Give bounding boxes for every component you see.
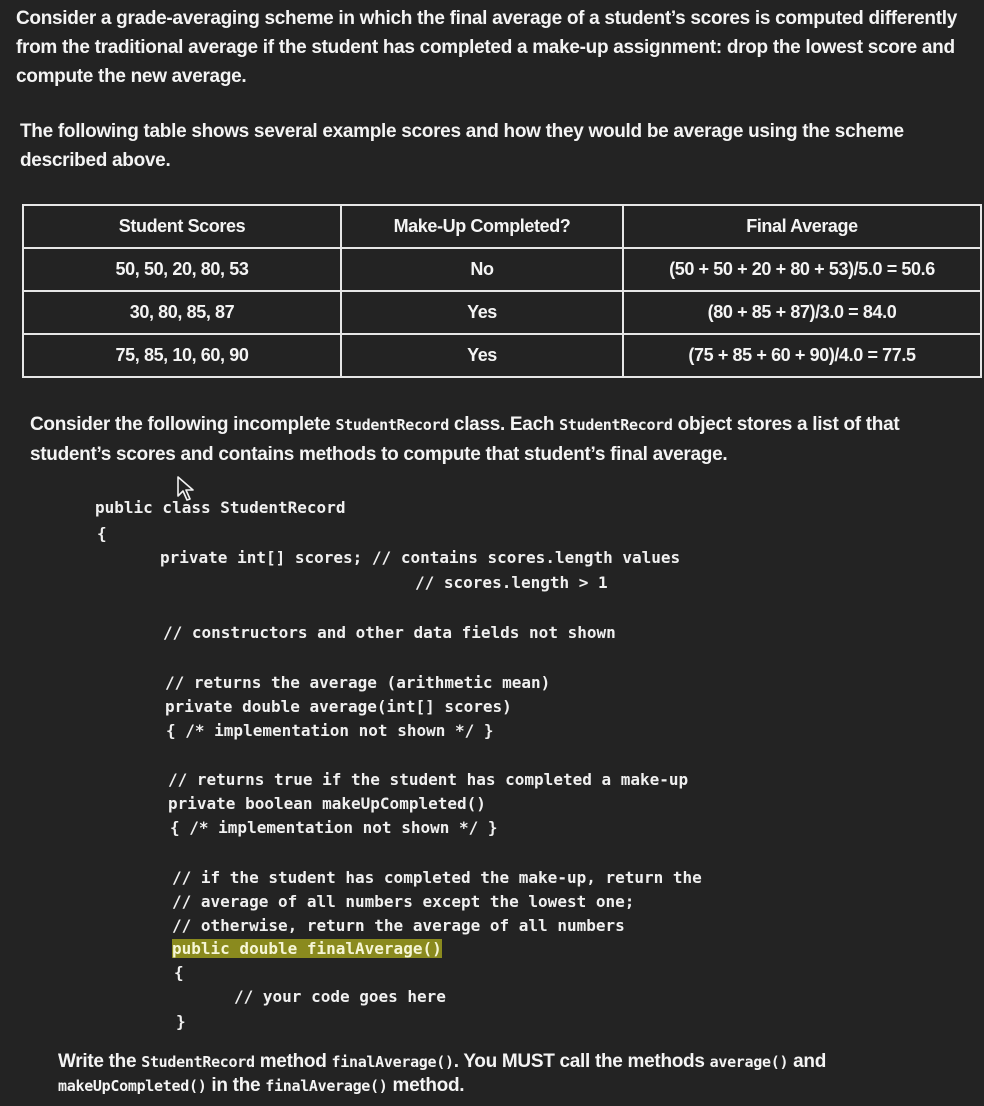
task-text: in the [206,1075,266,1096]
header-student-scores: Student Scores [23,205,341,248]
code-line-open-brace: { [97,524,107,543]
cell-average: (50 + 50 + 20 + 80 + 53)/5.0 = 50.6 [623,248,981,291]
method-name-inline: average() [709,1053,789,1071]
code-line-final-signature [172,937,442,961]
code-line-your-code-comment: // your code goes here [234,987,446,1006]
table-header-row [23,205,981,248]
highlighted-method-signature: public double finalAverage() [172,939,442,958]
task-paragraph [58,1050,978,1098]
task-text: . You MUST call the methods [453,1051,710,1072]
method-name-inline: finalAverage() [265,1077,388,1095]
code-line-makeup-body: { /* implementation not shown */ } [170,818,498,837]
cell-scores: 75, 85, 10, 60, 90 [23,334,341,377]
code-line-scores-comment: // scores.length > 1 [415,573,608,592]
intro-paragraph-2: The following table shows several example scores and how they would be average using the scheme described above. [20,121,904,171]
task-text: Write the [58,1051,142,1072]
code-line-average-body: { /* implementation not shown */ } [166,721,494,740]
code-line-constructors-comment: // constructors and other data fields not shown [163,623,616,642]
class-name-inline: StudentRecord [335,416,449,434]
table-row [23,291,981,334]
task-text: and [788,1051,827,1072]
cell-makeup: Yes [341,291,623,334]
cell-scores: 30, 80, 85, 87 [23,291,341,334]
class-intro-text: object stores a list of that student’s scores and contains methods to compute that student’s final average. [30,414,900,465]
code-line-final-comment-2: // average of all numbers except the lowest one; [172,892,635,911]
code-line-average-comment: // returns the average (arithmetic mean) [165,673,551,692]
code-line-final-close-brace: } [176,1012,186,1031]
mouse-pointer-icon [176,476,198,502]
class-intro-paragraph [30,410,980,469]
class-intro-text: Consider the following incomplete [30,414,336,435]
task-text: method [254,1051,332,1072]
header-final-average: Final Average [623,205,981,248]
cell-average: (75 + 85 + 60 + 90)/4.0 = 77.5 [623,334,981,377]
task-text: method. [387,1075,465,1096]
cell-scores: 50, 50, 20, 80, 53 [23,248,341,291]
table-row [23,248,981,291]
code-line-final-comment-1: // if the student has completed the make-up, return the [172,868,702,887]
code-line-makeup-signature: private boolean makeUpCompleted() [168,794,486,813]
method-name-inline: makeUpCompleted() [58,1077,207,1095]
class-intro-text: class. Each [448,414,560,435]
class-name-inline: StudentRecord [141,1053,255,1071]
cell-makeup: Yes [341,334,623,377]
code-line-class-decl: public class StudentRecord [95,498,346,517]
code-line-final-comment-3: // otherwise, return the average of all numbers [172,916,625,935]
class-name-inline: StudentRecord [559,416,673,434]
example-scores-table [22,204,982,378]
cell-makeup: No [341,248,623,291]
code-line-makeup-comment: // returns true if the student has completed a make-up [168,770,689,789]
code-line-average-signature: private double average(int[] scores) [165,697,512,716]
cell-average: (80 + 85 + 87)/3.0 = 84.0 [623,291,981,334]
code-line-scores-field: private int[] scores; // contains scores.length values [160,548,681,567]
code-line-final-open-brace: { [174,963,184,982]
table-row [23,334,981,377]
method-name-inline: finalAverage() [331,1053,454,1071]
header-makeup-completed: Make-Up Completed? [341,205,623,248]
intro-paragraph-1: Consider a grade-averaging scheme in which the final average of a student’s scores is computed differently from the traditional average if the student has completed a make-up assignment: drop the lowest score and compute the new average. [16,8,957,87]
